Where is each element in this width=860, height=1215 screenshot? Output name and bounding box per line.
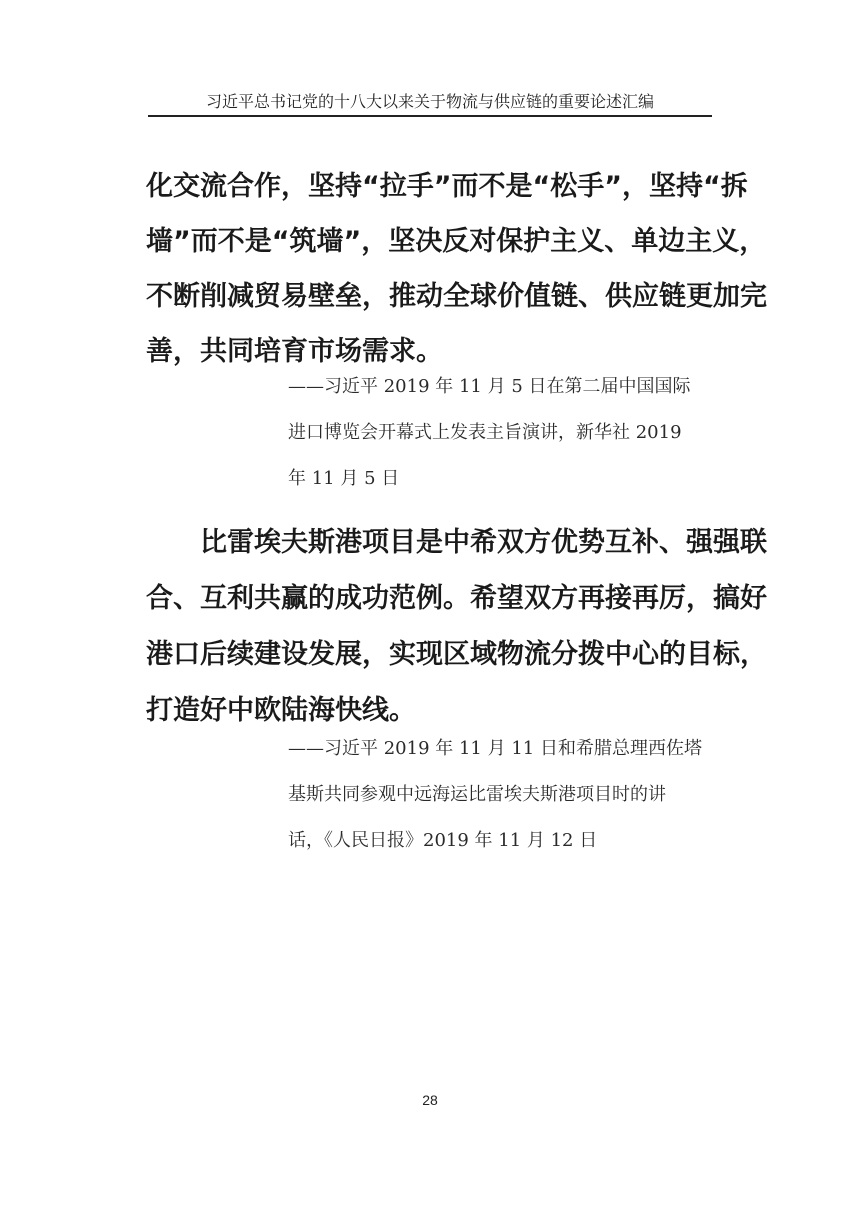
citation-1: [288, 376, 714, 514]
quote-line: 合、互利共赢的成功范例。希望双方再接再厉，搞好: [146, 583, 767, 614]
quote-line: 港口后续建设发展，实现区域物流分拨中心的目标，: [146, 639, 767, 670]
running-header-title: 习近平总书记党的十八大以来关于物流与供应链的重要论述汇编: [205, 92, 654, 111]
quote-line: 化交流合作，坚持“拉手”而不是“松手”，坚持“拆: [146, 171, 748, 202]
quote-paragraph-2: [146, 527, 767, 753]
citation-line: 进口博览会开幕式上发表主旨演讲，新华社 2019: [288, 422, 682, 443]
header-divider: [148, 115, 712, 117]
quote-paragraph-1: [146, 171, 767, 393]
citation-line: 话，《人民日报》2019 年 11 月 12 日: [288, 830, 598, 851]
citation-line: 基斯共同参观中远海运比雷埃夫斯港项目时的讲: [288, 784, 666, 805]
quote-line: 比雷埃夫斯港项目是中希双方优势互补、强强联: [146, 527, 767, 558]
quote-line: 不断削减贸易壁垒，推动全球价值链、供应链更加完: [146, 281, 767, 312]
quote-line: 墙”而不是“筑墙”，坚决反对保护主义、单边主义，: [146, 226, 767, 257]
page-number: 28: [422, 1092, 438, 1108]
citation-line: ——习近平 2019 年 11 月 5 日在第二届中国国际: [288, 376, 691, 397]
quote-line: 善，共同培育市场需求。: [146, 336, 443, 367]
citation-line: 年 11 月 5 日: [288, 468, 400, 489]
quote-line: 打造好中欧陆海快线。: [146, 695, 416, 726]
citation-2: [288, 738, 714, 876]
citation-line: ——习近平 2019 年 11 月 11 日和希腊总理西佐塔: [288, 738, 702, 759]
